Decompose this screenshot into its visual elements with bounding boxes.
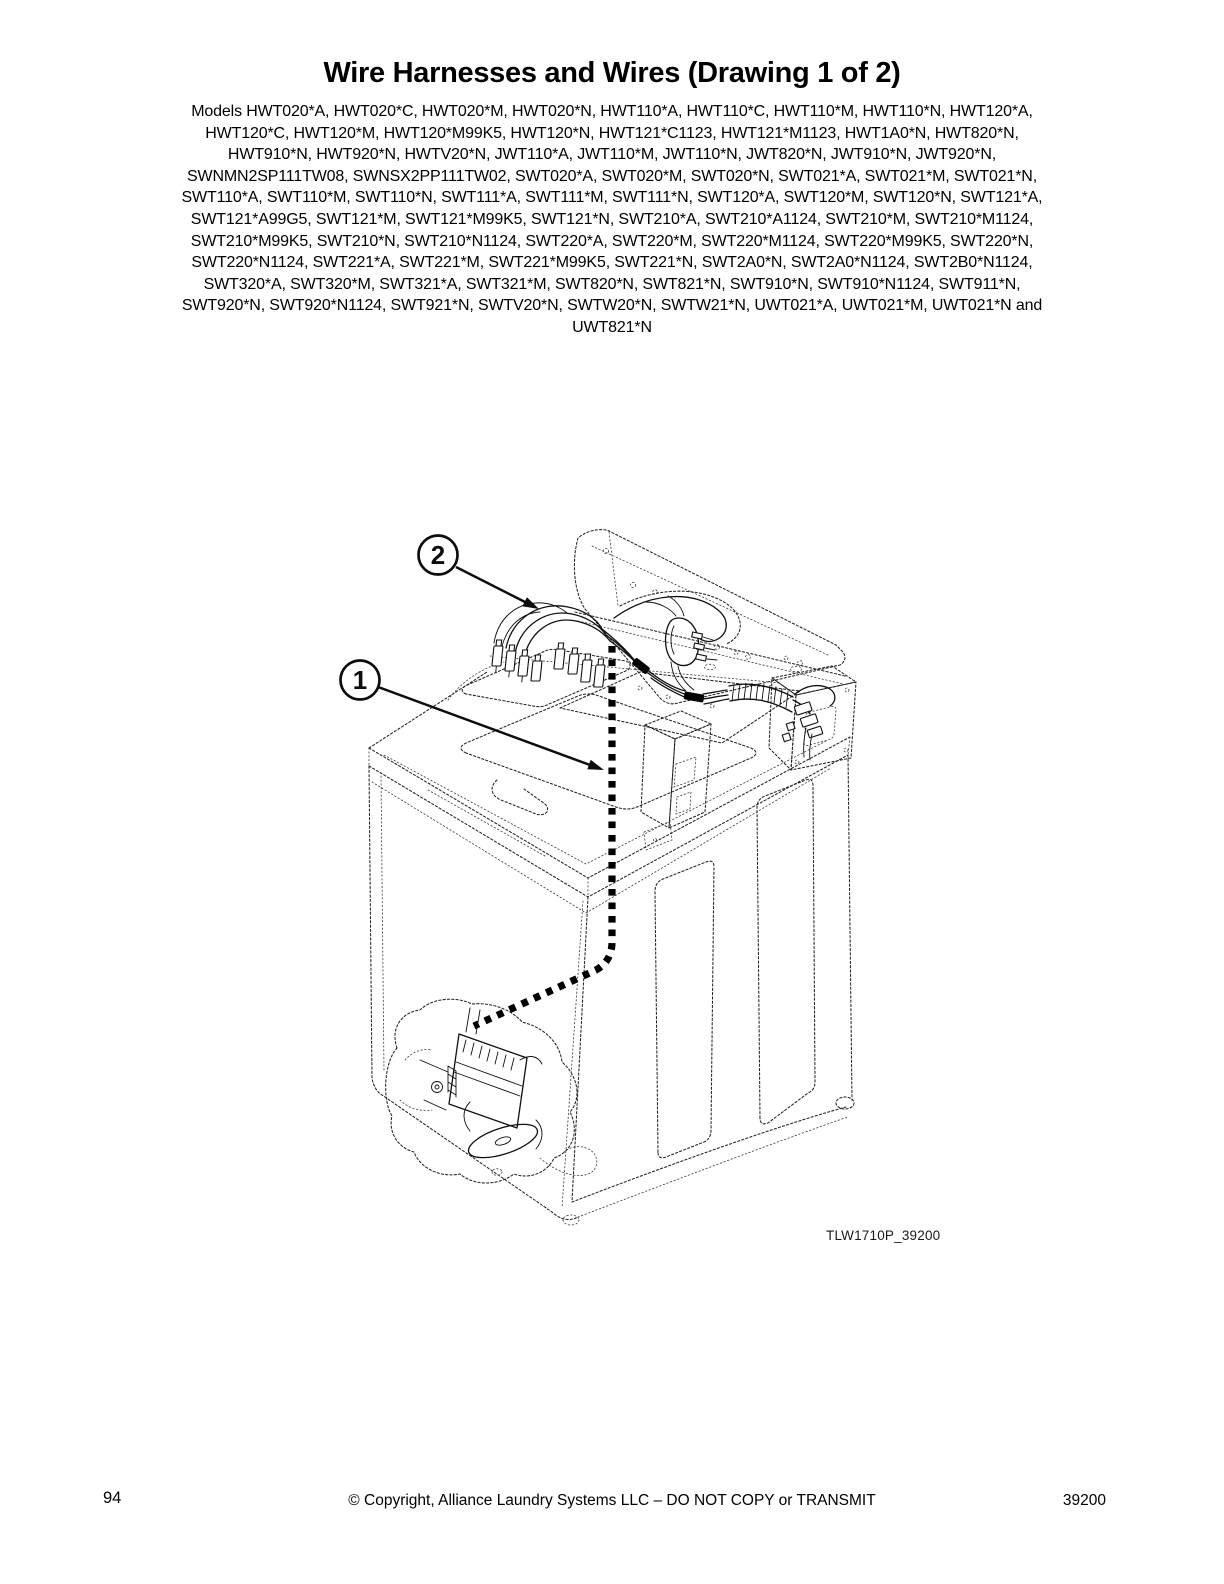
callout-1 xyxy=(341,661,605,771)
model-line: SWNMN2SP111TW08, SWNSX2PP111TW02, SWT020*A, SWT020*M, SWT020*N, SWT021*A, SWT021*M, SWT021*N, xyxy=(186,167,1037,185)
model-line: SWT121*A99G5, SWT121*M, SWT121*M99K5, SWT121*N, SWT210*A, SWT210*A1124, SWT210*M, SWT210*M1124, xyxy=(190,210,1034,228)
wire-harness-figure xyxy=(330,500,920,1275)
document-number: 39200 xyxy=(1062,1492,1106,1509)
page-number: 94 xyxy=(103,1489,122,1507)
model-line: SWT110*A, SWT110*M, SWT110*N, SWT111*A, SWT111*M, SWT111*N, SWT120*A, SWT120*M, SWT120*N, SWT121*A, xyxy=(181,189,1043,207)
model-line: SWT920*N, SWT920*N1124, SWT921*N, SWTV20*N, SWTW20*N, SWTW21*N, UWT021*A, UWT021*M, UWT021*N and xyxy=(181,297,1043,315)
callout-2-number: 2 xyxy=(430,540,446,570)
page-title: Wire Harnesses and Wires (Drawing 1 of 2) xyxy=(323,57,901,89)
model-line: SWT210*M99K5, SWT210*N, SWT210*N1124, SWT220*A, SWT220*M, SWT220*M1124, SWT220*M99K5, SWT220*N, xyxy=(190,232,1034,250)
model-line: HWT120*C, HWT120*M, HWT120*M99K5, HWT120*N, HWT121*C1123, HWT121*M1123, HWT1A0*N, HWT820*N, xyxy=(205,124,1019,142)
top-panel-wire-harness xyxy=(491,596,835,760)
model-line: HWT910*N, HWT920*N, HWTV20*N, JWT110*A, JWT110*M, JWT110*N, JWT820*N, JWT910*N, JWT920*N, xyxy=(227,146,997,164)
copyright-notice: © Copyright, Alliance Laundry Systems LLC – DO NOT COPY or TRANSMIT xyxy=(348,1492,876,1509)
callout-2 xyxy=(419,536,540,610)
model-line: SWT220*N1124, SWT221*A, SWT221*M, SWT221*M99K5, SWT221*N, SWT2A0*N, SWT2A0*N1124, SWT2B0*N1124, xyxy=(191,254,1033,272)
washer-illustration xyxy=(330,500,920,1275)
model-list xyxy=(0,101,1224,339)
callout-1-number: 1 xyxy=(352,665,368,695)
model-line: Models HWT020*A, HWT020*C, HWT020*M, HWT020*N, HWT110*A, HWT110*C, HWT110*M, HWT110*N, HWT120*A, xyxy=(191,103,1033,120)
model-line: SWT320*A, SWT320*M, SWT321*A, SWT321*M, SWT820*N, SWT821*N, SWT910*N, SWT910*N1124, SWT911*N, xyxy=(203,275,1021,293)
model-line: UWT821*N xyxy=(572,318,652,336)
motor-assembly xyxy=(386,999,597,1183)
figure-code: TLW1710P_39200 xyxy=(826,1228,941,1243)
motor-wire-cable xyxy=(474,646,612,1026)
